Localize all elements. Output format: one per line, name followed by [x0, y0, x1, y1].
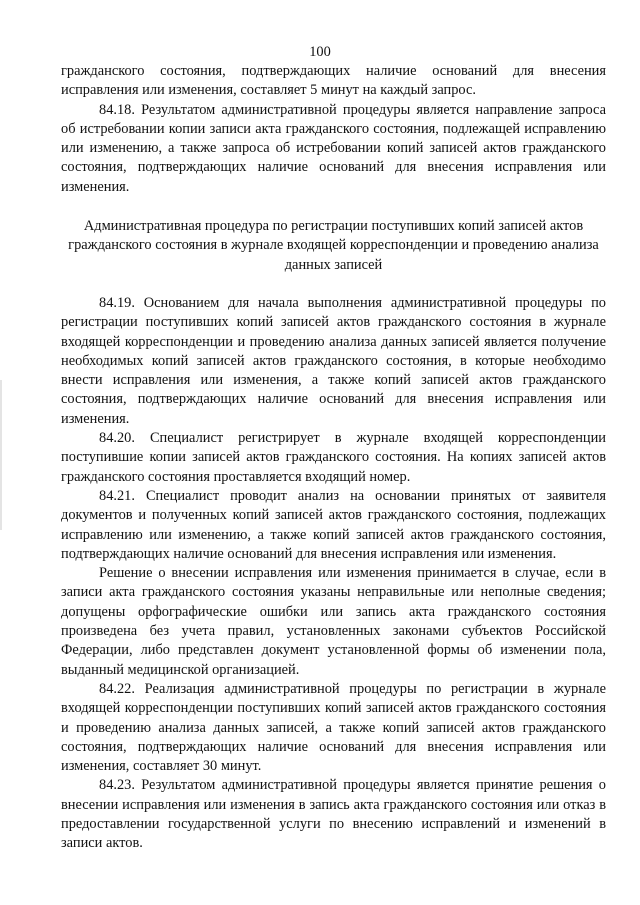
section-heading: Административная процедура по регистрации поступивших копий записей актов гражданского состояния в журнале входящей корреспонденции и проведению анализа данных записей	[68, 218, 599, 273]
paragraph-continuation: гражданского состояния, подтверждающих наличие оснований для внесения исправления или изменения, составляет 5 минут на каждый запрос.	[61, 63, 606, 99]
paragraph-84-19: 84.19. Основанием для начала выполнения административной процедуры по регистрации поступивших копий записей актов гражданского состояния в журнале входящей корреспонденции и проведению анализа данных записей является получение необходимых копий записей актов гражданского состояния, в которые необходимо внести исправления или изменения, а также копий записей актов гражданского состояния, подтверждающих наличие оснований для внесения исправления или изменения.	[61, 294, 606, 427]
paragraph-decision: Решение о внесении исправления или изменения принимается в случае, если в записи акта гражданского состояния указаны неправильные или неполные сведения; допущены орфографические ошибки или запись акта гражданского состояния произведена без учета правил, установленных законами субъектов Российской Федерации, либо представлен документ установленной формы об изменении пола, выданный медицинской организацией.	[61, 565, 606, 678]
paragraph-84-22: 84.22. Реализация административной процедуры по регистрации в журнале входящей корреспонденции поступивших копий записей актов гражданского состояния и проведению анализа данных записей, а также копий записей актов гражданского состояния, подтверждающих наличие оснований для внесения исправления или изменения, составляет 30 минут.	[61, 680, 606, 775]
page-number: 100	[309, 44, 331, 60]
paragraph-84-23: 84.23. Результатом административной процедуры является принятие решения о внесении исправления или изменения в запись акта гражданского состояния или отказ в предоставлении государственной услуги по внесению исправлений и изменений в записи актов.	[61, 777, 606, 852]
paragraph-84-20: 84.20. Специалист регистрирует в журнале входящей корреспонденции поступившие копии записей актов гражданского состояния. На копиях записей актов гражданского состояния проставляется входящий номер.	[61, 430, 606, 485]
scan-edge-mark	[0, 380, 2, 530]
page-body	[61, 62, 606, 854]
paragraph-84-18: 84.18. Результатом административной процедуры является направление запроса об истребовании копии записи акта гражданского состояния, подлежащей исправлению или изменению, а также запроса об истребовании копий записей актов гражданского состояния, подтверждающих наличие оснований для внесения исправления или изменения.	[61, 101, 606, 195]
paragraph-84-21: 84.21. Специалист проводит анализ на основании принятых от заявителя документов и полученных копий записей актов гражданского состояния, подлежащих исправлению или изменению, а также копий записей актов гражданского состояния, подтверждающих наличие оснований для внесения исправления или изменения.	[61, 487, 606, 562]
